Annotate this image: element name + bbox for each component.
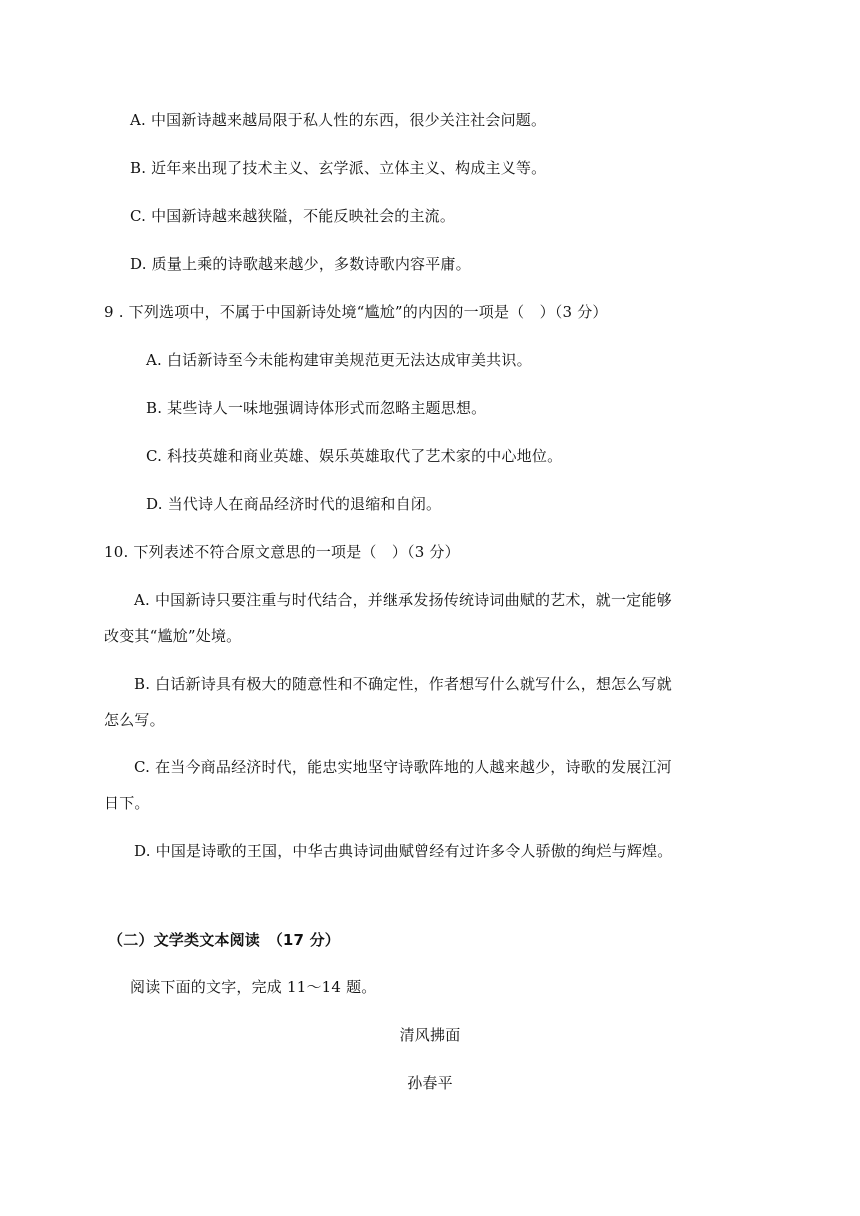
q10-option-b-line2: 怎么写。 bbox=[104, 711, 165, 729]
q9-option-b: B. 某些诗人一味地强调诗体形式而忽略主题思想。 bbox=[146, 399, 487, 417]
q8-option-a: A. 中国新诗越来越局限于私人性的东西，很少关注社会问题。 bbox=[130, 111, 547, 129]
q10-option-a-line2: 改变其“尴尬”处境。 bbox=[104, 627, 242, 645]
section-heading: （二）文学类文本阅读 （17 分） bbox=[108, 931, 340, 949]
q10-option-d: D. 中国是诗歌的王国，中华古典诗词曲赋曾经有过许多令人骄傲的绚烂与辉煌。 bbox=[134, 842, 673, 860]
q8-option-c: C. 中国新诗越来越狭隘，不能反映社会的主流。 bbox=[130, 207, 456, 225]
q8-option-d: D. 质量上乘的诗歌越来越少，多数诗歌内容平庸。 bbox=[130, 255, 471, 273]
story-author: 孙春平 bbox=[407, 1074, 453, 1092]
q10-option-a-line1: A. 中国新诗只要注重与时代结合，并继承发扬传统诗词曲赋的艺术，就一定能够 bbox=[134, 591, 672, 609]
q10-option-c-line1: C. 在当今商品经济时代，能忠实地坚守诗歌阵地的人越来越少，诗歌的发展江河 bbox=[134, 758, 672, 776]
q9-option-a: A. 白话新诗至今未能构建审美规范更无法达成审美共识。 bbox=[146, 351, 532, 369]
q10-option-b-line1: B. 白话新诗具有极大的随意性和不确定性，作者想写什么就写什么，想怎么写就 bbox=[134, 675, 672, 693]
q9-stem: 9 . 下列选项中，不属于中国新诗处境“尴尬”的内因的一项是（ ）（3 分） bbox=[104, 303, 608, 321]
q9-option-d: D. 当代诗人在商品经济时代的退缩和自闭。 bbox=[146, 495, 442, 513]
q9-option-c: C. 科技英雄和商业英雄、娱乐英雄取代了艺术家的中心地位。 bbox=[146, 447, 563, 465]
story-title: 清风拂面 bbox=[399, 1026, 461, 1044]
reading-instruction: 阅读下面的文字，完成 11～14 题。 bbox=[130, 978, 377, 996]
q10-stem: 10. 下列表述不符合原文意思的一项是（ ）（3 分） bbox=[104, 543, 460, 561]
q10-option-c-line2: 日下。 bbox=[104, 794, 150, 812]
q8-option-b: B. 近年来出现了技术主义、玄学派、立体主义、构成主义等。 bbox=[130, 159, 547, 177]
